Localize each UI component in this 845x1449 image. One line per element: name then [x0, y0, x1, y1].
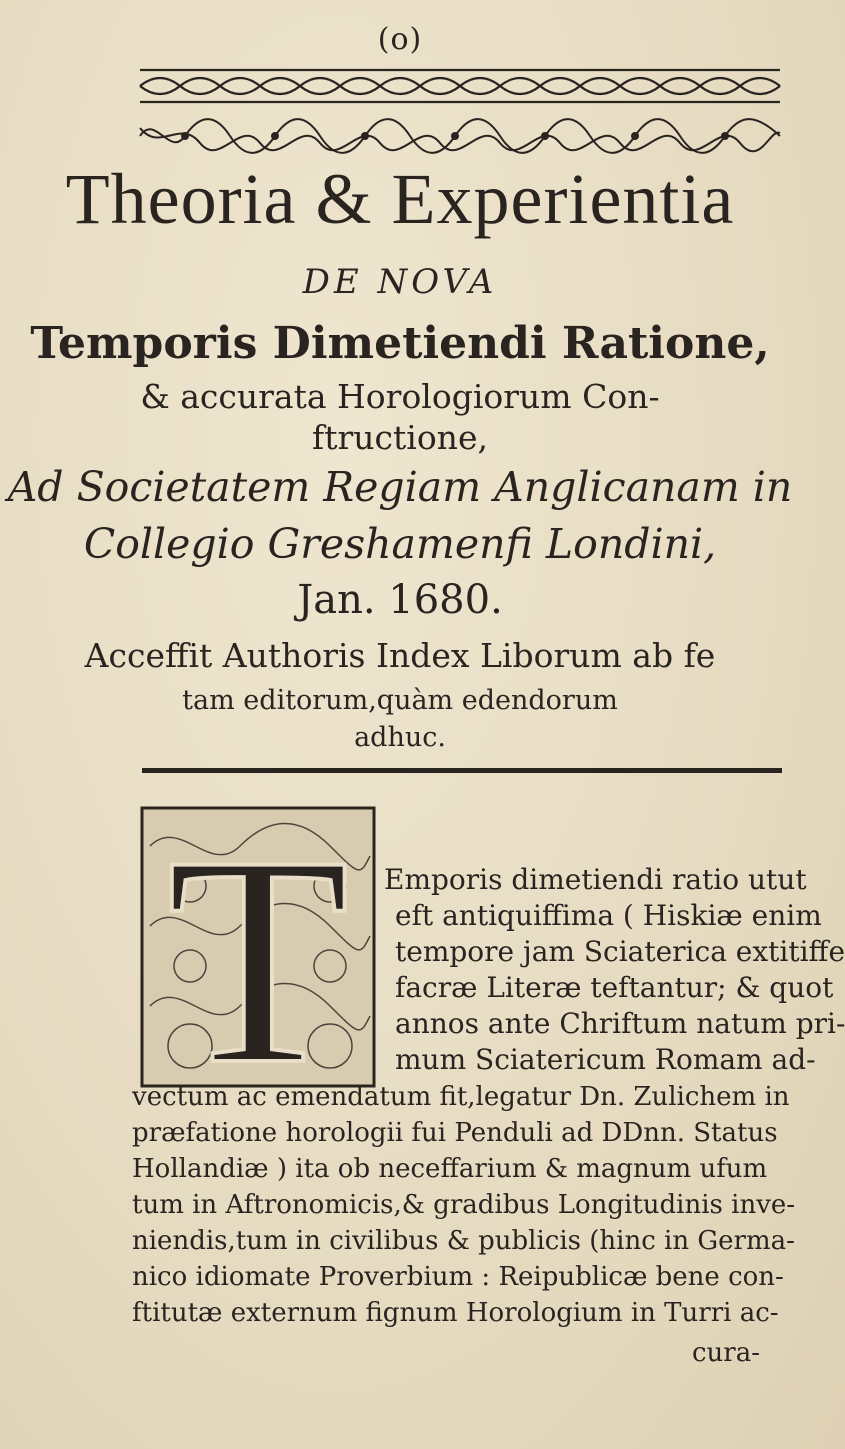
text-line: niendis,tum in civilibus & publicis (hinc in Germa-: [132, 1226, 795, 1256]
text-line: annos ante Chriftum natum pri-: [395, 1007, 845, 1040]
text-line: eft antiquiffima ( Hiskiæ enim: [395, 899, 822, 932]
dedication-collegio: Collegio Greshamenfi Londini,: [83, 520, 717, 568]
subtitle-structione: ftructione,: [312, 418, 488, 457]
text-line: præfatione horologii fui Penduli ad DDnn. Status: [132, 1118, 778, 1148]
adhuc-line: adhuc.: [354, 722, 446, 753]
catchword: cura-: [692, 1338, 761, 1368]
subtitle-accurata: & accurata Horologiorum Con-: [140, 377, 660, 416]
text-line: tum in Aftronomicis,& gradibus Longitudinis inve-: [132, 1190, 796, 1220]
drop-cap-letter: T: [166, 794, 350, 1126]
text-line: Emporis dimetiendi ratio utut: [384, 863, 807, 896]
subtitle-de-nova: DE NOVA: [302, 262, 498, 302]
text-line: Hollandiæ ) ita ob neceffarium & magnum ufum: [132, 1154, 768, 1184]
text-line: tempore jam Sciaterica extitiffe: [395, 935, 845, 968]
dedication-society: Ad Societatem Regiam Anglicanam in: [7, 463, 793, 511]
text-line: facræ Literæ teftantur; & quot: [395, 971, 834, 1004]
signature-mark: (o): [377, 22, 423, 57]
page-title: Theoria & Experientia: [65, 159, 735, 239]
text-line: nico idiomate Proverbium : Reipublicæ bene con-: [132, 1262, 784, 1292]
accessit-line: Acceffit Authoris Index Liborum ab fe: [84, 636, 716, 675]
date-line: Jan. 1680.: [297, 577, 503, 623]
text-line: vectum ac emendatum fit,legatur Dn. Zulichem in: [132, 1082, 790, 1112]
text-line: mum Sciatericum Romam ad-: [395, 1043, 816, 1076]
text-line: ftitutæ externum fignum Horologium in Turri ac-: [132, 1298, 779, 1328]
tam-line: tam editorum,quàm edendorum: [182, 685, 618, 716]
subtitle-temporis: Temporis Dimetiendi Ratione,: [30, 318, 770, 369]
